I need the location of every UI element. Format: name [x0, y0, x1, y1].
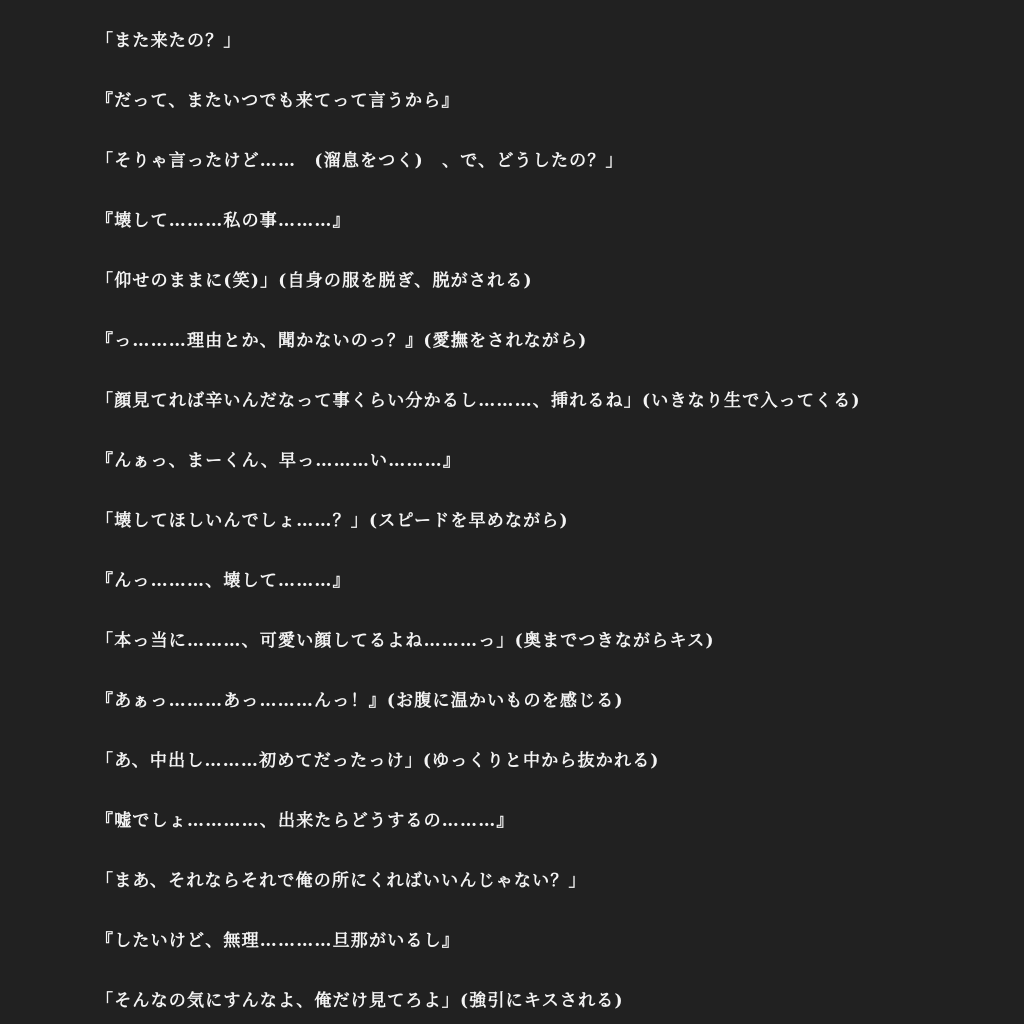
dialogue-line: 『あぁっ………あっ………んっ！』(お腹に温かいものを感じる) — [96, 691, 624, 711]
dialogue-line: 「本っ当に………、可愛い顔してるよね………っ」(奥までつきながらキス) — [96, 631, 715, 651]
dialogue-line: 「あ、中出し………初めてだったっけ」(ゆっくりと中から抜かれる) — [96, 751, 660, 771]
dialogue-list — [96, 27, 861, 1024]
dialogue-line: 『っ………理由とか、聞かないのっ？』(愛撫をされながら) — [96, 331, 588, 351]
dialogue-line: 「仰せのままに(笑)」(自身の服を脱ぎ、脱がされる) — [96, 271, 533, 291]
dialogue-line: 「まあ、それならそれで俺の所にくればいいんじゃない？」 — [96, 871, 587, 891]
dialogue-line: 『壊して………私の事………』 — [96, 211, 351, 231]
dialogue-line: 『んぁっ、まーくん、早っ………い………』 — [96, 451, 462, 471]
dialogue-line: 「そんなの気にすんなよ、俺だけ見てろよ」(強引にキスされる) — [96, 991, 624, 1011]
dialogue-line: 「また来たの？」 — [96, 31, 242, 51]
dialogue-line: 『嘘でしょ…………、出来たらどうするの………』 — [96, 811, 515, 831]
dialogue-line: 『したいけど、無理…………旦那がいるし』 — [96, 931, 460, 951]
dialogue-line: 『んっ………、壊して………』 — [96, 571, 351, 591]
dialogue-line: 「顔見てれば辛いんだなって事くらい分かるし………、挿れるね」(いきなり生で入ってくる) — [96, 391, 861, 411]
dialogue-line: 「そりゃ言ったけど…… (溜息をつく) 、で、どうしたの？」 — [96, 151, 624, 171]
dialogue-line: 『だって、またいつでも来てって言うから』 — [96, 91, 460, 111]
dialogue-line: 「壊してほしいんでしょ……？」(スピードを早めながら) — [96, 511, 569, 531]
